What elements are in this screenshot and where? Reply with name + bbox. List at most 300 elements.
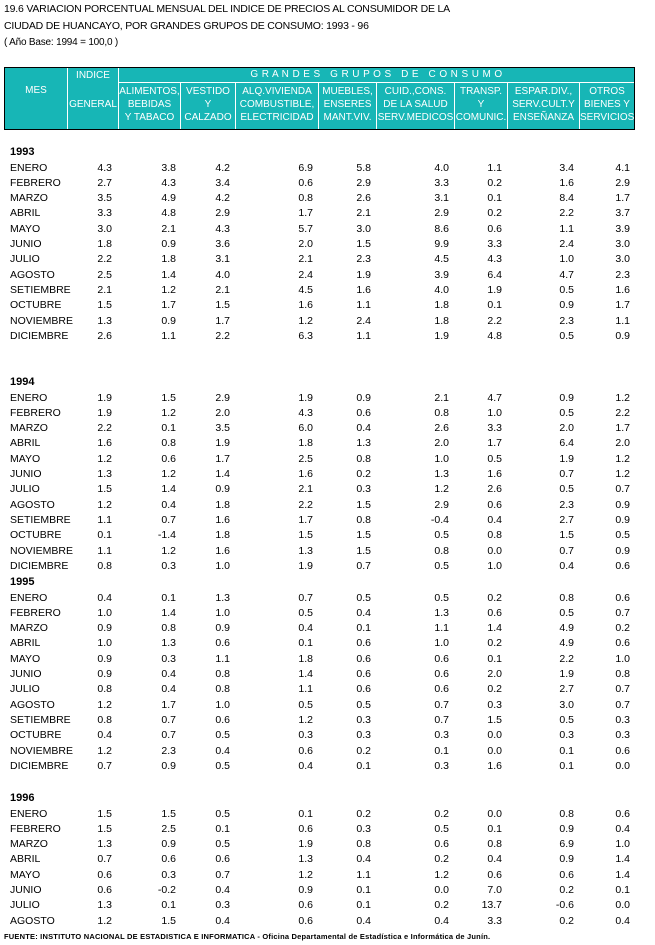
table-row [0, 653, 655, 668]
value-cell: 0.3 [161, 652, 176, 665]
month-label: JUNIO [10, 668, 42, 680]
value-cell: 3.9 [615, 222, 630, 235]
header-group-title [119, 68, 634, 82]
value-cell: 0.0 [434, 884, 449, 896]
value-cell: 8.6 [434, 222, 449, 235]
value-cell: 0.8 [559, 591, 574, 604]
table-row [0, 253, 655, 268]
value-cell: 1.9 [298, 559, 313, 572]
value-cell: 0.2 [356, 744, 371, 757]
value-cell: 0.0 [487, 744, 502, 757]
value-cell: 1.5 [161, 391, 176, 404]
value-cell: 4.2 [215, 161, 230, 174]
value-cell: 4.7 [559, 268, 574, 281]
value-cell: 3.0 [559, 698, 574, 711]
value-cell: 1.0 [559, 253, 574, 266]
table-row [0, 838, 655, 853]
value-cell: 3.6 [215, 238, 230, 250]
header-col-2-line: CALZADO [184, 112, 232, 123]
value-cell: 2.5 [298, 452, 313, 465]
table-row [0, 915, 655, 930]
value-cell: 0.3 [559, 729, 574, 742]
value-cell: 1.0 [434, 452, 449, 465]
value-cell: 1.7 [298, 513, 313, 526]
header-col-1-line: BEBIDAS [127, 99, 172, 110]
value-cell: 0.3 [356, 483, 371, 496]
value-cell: 0.9 [161, 838, 176, 851]
value-cell: 1.0 [215, 606, 230, 619]
value-cell: 1.2 [97, 498, 112, 511]
table-row [0, 823, 655, 838]
value-cell: 0.6 [487, 606, 502, 619]
header-col-4-line: ENSERES [323, 99, 372, 110]
value-cell: 1.2 [161, 283, 176, 296]
value-cell: 6.4 [487, 268, 502, 281]
value-cell: 1.3 [434, 606, 449, 619]
value-cell: 2.1 [298, 483, 313, 496]
value-cell: 0.1 [487, 299, 502, 312]
value-cell: 1.6 [487, 468, 502, 480]
value-cell: 0.1 [434, 744, 449, 757]
value-cell: 1.2 [161, 544, 176, 557]
value-cell: 0.4 [298, 622, 313, 635]
value-cell: 0.8 [434, 406, 449, 419]
value-cell: 0.5 [559, 283, 574, 296]
value-cell: 0.5 [356, 591, 371, 604]
value-cell: 1.0 [97, 606, 112, 619]
value-cell: 0.2 [487, 176, 502, 189]
value-cell: 1.3 [356, 437, 371, 450]
value-cell: 1.2 [615, 391, 630, 404]
value-cell: 1.2 [298, 713, 313, 726]
value-cell: 1.7 [615, 192, 630, 205]
value-cell: 0.4 [161, 668, 176, 680]
value-cell: 0.3 [356, 822, 371, 835]
value-cell: 0.7 [615, 683, 630, 696]
value-cell: 4.0 [434, 161, 449, 174]
value-cell: 2.4 [559, 238, 574, 250]
value-cell: 2.6 [356, 192, 371, 205]
value-cell: 1.4 [161, 606, 176, 619]
header-indice-bottom: GENERAL [69, 99, 117, 110]
value-cell: 0.6 [615, 744, 630, 757]
value-cell: 0.7 [615, 483, 630, 496]
value-cell: 0.2 [356, 468, 371, 480]
value-cell: 0.7 [615, 606, 630, 619]
table-row [0, 853, 655, 868]
value-cell: 0.1 [487, 822, 502, 835]
value-cell: 2.0 [298, 238, 313, 250]
value-cell: 0.6 [615, 559, 630, 572]
value-cell: 0.2 [487, 207, 502, 220]
value-cell: 3.0 [615, 253, 630, 266]
value-cell: 3.0 [97, 222, 112, 235]
value-cell: 2.1 [215, 283, 230, 296]
month-label: OCTUBRE [10, 729, 62, 742]
month-label: AGOSTO [10, 268, 55, 281]
value-cell: 0.2 [434, 807, 449, 820]
value-cell: 0.5 [487, 452, 502, 465]
value-cell: 0.2 [434, 853, 449, 866]
value-cell: 0.6 [615, 591, 630, 604]
value-cell: 0.4 [161, 498, 176, 511]
value-cell: 0.1 [487, 652, 502, 665]
value-cell: 0.3 [356, 713, 371, 726]
month-label: ABRIL [10, 207, 41, 220]
value-cell: 2.1 [161, 222, 176, 235]
value-cell: 4.3 [97, 161, 112, 174]
header-col-4-line: MANT.VIV. [323, 112, 372, 123]
year-label: 1995 [10, 576, 35, 588]
value-cell: 1.4 [215, 468, 230, 480]
value-cell: 0.5 [434, 559, 449, 572]
value-cell: 4.3 [487, 253, 502, 266]
value-cell: 2.2 [97, 422, 112, 435]
header-col-7-line: SERV.CULT.Y [512, 99, 575, 110]
table-row [0, 529, 655, 544]
value-cell: 1.3 [97, 899, 112, 912]
value-cell: 0.3 [215, 899, 230, 912]
header-col-2-line: Y [204, 99, 212, 110]
value-cell: 1.1 [356, 299, 371, 312]
value-cell: 5.7 [298, 222, 313, 235]
value-cell: 0.5 [559, 483, 574, 496]
value-cell: 0.3 [615, 729, 630, 742]
value-cell: 1.4 [161, 268, 176, 281]
month-label: MAYO [10, 868, 41, 881]
value-cell: 1.6 [298, 299, 313, 312]
value-cell: 2.0 [559, 422, 574, 435]
month-label: ABRIL [10, 437, 41, 450]
value-cell: 1.2 [161, 406, 176, 419]
month-label: MAYO [10, 652, 41, 665]
table-row [0, 284, 655, 299]
value-cell: 1.6 [215, 513, 230, 526]
footer-source: FUENTE: INSTITUTO NACIONAL DE ESTADISTICA E INFORMATICA - Oficina Departamental de Estadística e Informática de Junín. [4, 932, 491, 941]
value-cell: 0.6 [434, 652, 449, 665]
value-cell: 1.8 [97, 238, 112, 250]
table-row [0, 437, 655, 452]
month-label: SETIEMBRE [10, 713, 71, 726]
table-row [0, 238, 655, 253]
value-cell: -0.6 [555, 899, 574, 912]
value-cell: 3.0 [615, 238, 630, 250]
value-cell: 1.1 [615, 314, 630, 327]
value-cell: 0.1 [161, 899, 176, 912]
value-cell: 1.4 [298, 668, 313, 680]
value-cell: 1.1 [487, 161, 502, 174]
value-cell: 1.8 [298, 652, 313, 665]
value-cell: 2.0 [615, 437, 630, 450]
month-label: NOVIEMBRE [10, 744, 74, 757]
value-cell: 0.6 [356, 406, 371, 419]
value-cell: 1.9 [298, 838, 313, 851]
value-cell: 1.1 [356, 868, 371, 881]
value-cell: 4.3 [298, 406, 313, 419]
header-col-5-line: CUID.,CONS. [384, 86, 447, 97]
title-line-3: ( Año Base: 1994 = 100,0 ) [4, 37, 119, 48]
value-cell: 1.6 [298, 468, 313, 480]
value-cell: 0.6 [487, 222, 502, 235]
value-cell: 0.4 [487, 853, 502, 866]
month-label: OCTUBRE [10, 529, 62, 542]
month-label: ABRIL [10, 637, 41, 650]
value-cell: 1.5 [356, 238, 371, 250]
month-label: FEBRERO [10, 406, 61, 419]
value-cell: 2.2 [487, 314, 502, 327]
table-row [0, 207, 655, 222]
value-cell: 0.6 [356, 668, 371, 680]
value-cell: 0.3 [434, 729, 449, 742]
value-cell: 0.6 [434, 668, 449, 680]
value-cell: 0.3 [161, 868, 176, 881]
month-label: FEBRERO [10, 606, 61, 619]
table-row [0, 545, 655, 560]
value-cell: 1.5 [215, 299, 230, 312]
value-cell: 1.9 [487, 283, 502, 296]
value-cell: 6.9 [559, 838, 574, 851]
table-row [0, 514, 655, 529]
value-cell: 0.9 [97, 652, 112, 665]
value-cell: 0.4 [356, 853, 371, 866]
value-cell: 0.8 [487, 529, 502, 542]
value-cell: 0.4 [356, 606, 371, 619]
value-cell: 1.1 [356, 329, 371, 342]
value-cell: 1.7 [161, 698, 176, 711]
value-cell: 2.9 [215, 391, 230, 404]
value-cell: 0.8 [161, 437, 176, 450]
value-cell: 0.0 [615, 899, 630, 912]
header-col-6-line: COMUNIC. [455, 112, 507, 123]
value-cell: 0.5 [559, 406, 574, 419]
value-cell: 3.3 [97, 207, 112, 220]
value-cell: 2.3 [615, 268, 630, 281]
table-row [0, 637, 655, 652]
value-cell: 0.5 [215, 759, 230, 772]
value-cell: 0.6 [298, 744, 313, 757]
table-row [0, 683, 655, 698]
value-cell: 1.1 [97, 544, 112, 557]
value-cell: 0.6 [559, 868, 574, 881]
header-col-3-line: ELECTRICIDAD [240, 112, 314, 123]
value-cell: 1.8 [298, 437, 313, 450]
value-cell: 1.3 [97, 838, 112, 851]
value-cell: 0.9 [298, 884, 313, 896]
value-cell: 5.8 [356, 161, 371, 174]
value-cell: 3.9 [434, 268, 449, 281]
value-cell: 1.8 [215, 529, 230, 542]
value-cell: 0.7 [161, 713, 176, 726]
value-cell: 2.7 [559, 683, 574, 696]
value-cell: 2.6 [434, 422, 449, 435]
month-label: SETIEMBRE [10, 513, 71, 526]
value-cell: 0.1 [298, 807, 313, 820]
month-label: SETIEMBRE [10, 283, 71, 296]
value-cell: 0.4 [215, 914, 230, 927]
month-label: ENERO [10, 161, 48, 174]
value-cell: 0.3 [615, 713, 630, 726]
value-cell: 1.5 [487, 713, 502, 726]
value-cell: 13.7 [481, 899, 502, 912]
value-cell: 0.8 [434, 544, 449, 557]
value-cell: 1.1 [215, 652, 230, 665]
table-row [0, 884, 655, 899]
value-cell: 1.2 [97, 452, 112, 465]
header-col-8-line: SERVICIOS [580, 112, 635, 123]
value-cell: 0.5 [298, 698, 313, 711]
month-label: NOVIEMBRE [10, 314, 74, 327]
header-col-8-line: BIENES Y [584, 99, 630, 110]
value-cell: 1.1 [298, 683, 313, 696]
value-cell: 2.0 [434, 437, 449, 450]
month-label: MAYO [10, 222, 41, 235]
table-row [0, 592, 655, 607]
table-row [0, 668, 655, 683]
value-cell: 1.7 [298, 207, 313, 220]
value-cell: 2.4 [298, 268, 313, 281]
header-col-8-line: OTROS [589, 86, 625, 97]
value-cell: 0.6 [615, 637, 630, 650]
table-row [0, 192, 655, 207]
value-cell: 2.9 [615, 176, 630, 189]
value-cell: 0.5 [215, 838, 230, 851]
value-cell: 1.9 [434, 329, 449, 342]
value-cell: 0.1 [97, 529, 112, 542]
value-cell: 0.6 [298, 176, 313, 189]
month-label: MARZO [10, 192, 48, 205]
value-cell: 1.5 [161, 914, 176, 927]
value-cell: 1.8 [434, 314, 449, 327]
value-cell: 2.9 [434, 207, 449, 220]
table-row [0, 729, 655, 744]
value-cell: 3.0 [356, 222, 371, 235]
value-cell: 1.6 [487, 759, 502, 772]
month-label: JULIO [10, 253, 40, 266]
year-label: 1996 [10, 792, 35, 804]
value-cell: 2.1 [298, 253, 313, 266]
value-cell: 0.0 [487, 544, 502, 557]
month-label: ENERO [10, 391, 48, 404]
value-cell: 6.4 [559, 437, 574, 450]
header-col-6 [455, 83, 507, 129]
month-label: DICIEMBRE [10, 759, 69, 772]
month-label: AGOSTO [10, 698, 55, 711]
value-cell: 0.2 [559, 884, 574, 896]
value-cell: 2.2 [97, 253, 112, 266]
value-cell: 1.9 [559, 668, 574, 680]
table-row [0, 714, 655, 729]
value-cell: 1.3 [97, 468, 112, 480]
value-cell: 0.8 [97, 559, 112, 572]
value-cell: 1.5 [356, 529, 371, 542]
header-mes-label: MES [25, 85, 47, 96]
value-cell: 3.3 [487, 914, 502, 927]
value-cell: 0.2 [559, 914, 574, 927]
value-cell: 4.5 [298, 283, 313, 296]
value-cell: 0.7 [161, 513, 176, 526]
value-cell: 3.5 [215, 422, 230, 435]
value-cell: 1.5 [559, 529, 574, 542]
table-row [0, 560, 655, 575]
value-cell: 0.7 [434, 698, 449, 711]
value-cell: 1.0 [487, 406, 502, 419]
value-cell: 1.6 [356, 283, 371, 296]
value-cell: 1.5 [97, 807, 112, 820]
value-cell: 0.6 [356, 683, 371, 696]
month-label: MARZO [10, 838, 48, 851]
value-cell: 1.0 [215, 698, 230, 711]
header-col-7-line: ESPAR.DIV., [514, 86, 573, 97]
header-col-1 [119, 83, 180, 129]
value-cell: 0.3 [434, 759, 449, 772]
year-label: 1993 [10, 146, 35, 158]
value-cell: 1.9 [97, 391, 112, 404]
table-row [0, 177, 655, 192]
value-cell: 0.3 [298, 729, 313, 742]
header-indice [68, 68, 118, 129]
value-cell: 3.5 [97, 192, 112, 205]
value-cell: 0.0 [487, 807, 502, 820]
value-cell: 3.4 [559, 161, 574, 174]
value-cell: 2.3 [356, 253, 371, 266]
value-cell: 1.2 [434, 868, 449, 881]
value-cell: 1.2 [615, 452, 630, 465]
value-cell: 0.0 [487, 729, 502, 742]
table-row [0, 808, 655, 823]
value-cell: 1.5 [97, 299, 112, 312]
value-cell: 4.3 [161, 176, 176, 189]
value-cell: 0.6 [356, 637, 371, 650]
header-col-2-line: VESTIDO [186, 86, 230, 97]
table-row [0, 760, 655, 775]
value-cell: 0.9 [615, 513, 630, 526]
table-row [0, 223, 655, 238]
value-cell: 0.8 [356, 838, 371, 851]
value-cell: 0.5 [434, 591, 449, 604]
value-cell: 4.3 [215, 222, 230, 235]
value-cell: 0.1 [298, 637, 313, 650]
value-cell: 4.0 [434, 283, 449, 296]
value-cell: 2.7 [559, 513, 574, 526]
value-cell: 1.9 [215, 437, 230, 450]
value-cell: 1.7 [161, 299, 176, 312]
value-cell: 0.5 [434, 822, 449, 835]
value-cell: 0.6 [215, 853, 230, 866]
year-label: 1994 [10, 376, 35, 388]
value-cell: 2.6 [487, 483, 502, 496]
value-cell: 0.4 [161, 683, 176, 696]
value-cell: -1.4 [157, 529, 176, 542]
value-cell: -0.2 [157, 884, 176, 896]
value-cell: 6.9 [298, 161, 313, 174]
value-cell: 0.6 [298, 899, 313, 912]
value-cell: 2.9 [356, 176, 371, 189]
value-cell: 0.5 [215, 807, 230, 820]
value-cell: 0.5 [559, 713, 574, 726]
value-cell: 4.9 [559, 637, 574, 650]
value-cell: 0.9 [97, 622, 112, 635]
value-cell: 0.6 [356, 652, 371, 665]
table-row [0, 453, 655, 468]
value-cell: 0.7 [161, 729, 176, 742]
value-cell: 0.1 [161, 591, 176, 604]
value-cell: 0.1 [487, 192, 502, 205]
value-cell: 0.4 [615, 822, 630, 835]
value-cell: 0.1 [559, 744, 574, 757]
value-cell: 0.2 [434, 899, 449, 912]
value-cell: 0.8 [298, 192, 313, 205]
month-label: MARZO [10, 622, 48, 635]
